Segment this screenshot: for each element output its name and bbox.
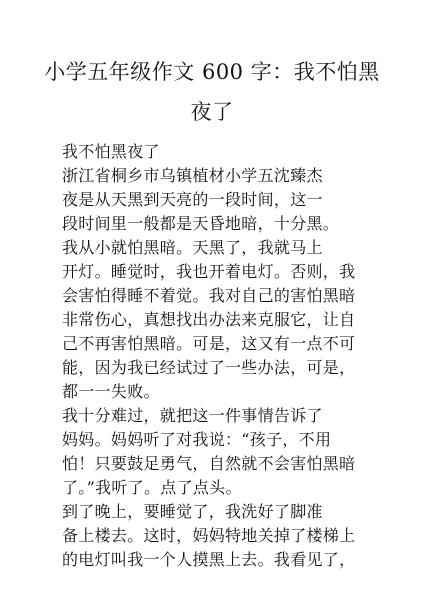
essay-line: 夜是从天黑到天亮的一段时间，这一: [62, 190, 323, 209]
essay-heading: 我不怕黑夜了: [62, 142, 160, 161]
essay-line: 能，因为我已经试过了一些办法，可是，: [62, 358, 356, 377]
essay-line: 开灯。睡觉时，我也开着电灯。否则，我: [62, 262, 356, 281]
document-title: [40, 52, 384, 132]
essay-line: 都一一失败。: [62, 382, 160, 401]
essay-line: 会害怕得睡不着觉。我对自己的害怕黑暗: [62, 286, 356, 305]
essay-line: 了。”我听了。点了点头。: [62, 478, 242, 497]
title-line-1: 小学五年级作文 600 字：我不怕黑: [44, 60, 380, 84]
essay-line: 的电灯叫我一个人摸黑上去。我看见了，: [62, 550, 356, 569]
essay-line: 到了晚上，要睡觉了，我洗好了脚准: [62, 502, 323, 521]
essay-author: 浙江省桐乡市乌镇植材小学五沈臻杰: [62, 166, 323, 185]
title-line-2: 夜了: [190, 100, 234, 124]
essay-body: [62, 140, 382, 572]
essay-line: 怕！只要鼓足勇气，自然就不会害怕黑暗: [62, 454, 356, 473]
essay-line: 段时间里一般都是天昏地暗，十分黑。: [62, 214, 340, 233]
essay-line: 己不再害怕黑暗。可是，这又有一点不可: [62, 334, 356, 353]
essay-line: 我从小就怕黑暗。天黑了，我就马上: [62, 238, 323, 257]
essay-line: 妈妈。妈妈听了对我说：“孩子，不用: [62, 430, 332, 449]
essay-line: 备上楼去。这时，妈妈特地关掉了楼梯上: [62, 526, 356, 545]
essay-line: 我十分难过，就把这一件事情告诉了: [62, 406, 323, 425]
essay-line: 非常伤心，真想找出办法来克服它，让自: [62, 310, 356, 329]
